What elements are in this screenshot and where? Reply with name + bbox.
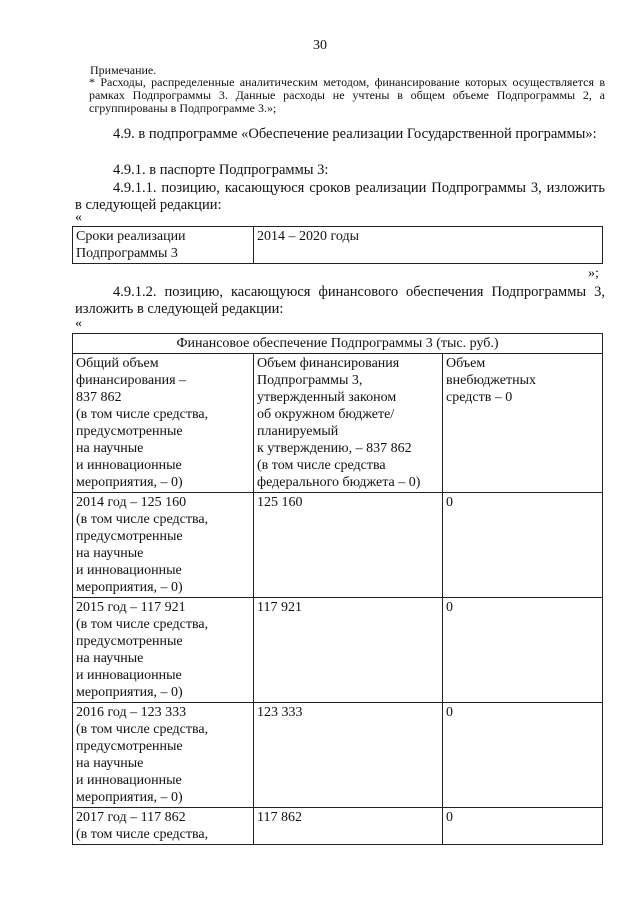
year-total-cell: 2014 год – 125 160 (в том числе средства, предусмотренные на научные и инновационные мероприятия, – 0) [73,493,254,598]
extrabudget-value-cell: 0 [443,703,603,808]
table-title-row [73,334,603,354]
extrabudget-value-cell: 0 [443,598,603,703]
budget-value-cell: 123 333 [254,703,443,808]
note-heading: Примечание. [90,63,157,77]
open-quote-2: « [75,316,82,331]
note-text [75,76,605,115]
year-total-cell: 2016 год – 123 333 (в том числе средства, предусмотренные на научные и инновационные мероприятия, – 0) [73,703,254,808]
paragraph-4-9-1-1: 4.9.1.1. позицию, касающуюся сроков реализации Подпрограммы 3, изложить в следующей редакции: [75,180,605,213]
paragraph-4-9: 4.9. в подпрограмме «Обеспечение реализации Государственной программы»: [113,126,597,142]
year-total-cell: 2015 год – 117 921 (в том числе средства, предусмотренные на научные и инновационные мероприятия, – 0) [73,598,254,703]
open-quote: « [75,210,82,225]
table-row [73,598,603,703]
table-header-row [73,354,603,493]
paragraph-4-9-1-2: 4.9.1.2. позицию, касающуюся финансового обеспечения Подпрограммы 3, изложить в следующей редакции: [75,284,605,317]
page-number: 30 [313,38,327,53]
budget-value-cell: 117 921 [254,598,443,703]
close-quote: »; [588,266,599,281]
table-row [73,808,603,845]
term-value-cell: 2014 – 2020 годы [254,227,603,264]
budget-value-cell: 125 160 [254,493,443,598]
finance-table [72,333,603,845]
header-budget-cell: Объем финансирования Подпрограммы 3, утвержденный законом об окружном бюджете/ планируемый к утверждению, – 837 862 (в том числе средства федерального бюджета – 0) [254,354,443,493]
extrabudget-value-cell: 0 [443,808,603,845]
table-row [73,493,603,598]
header-extrabudget-cell: Объем внебюджетных средств – 0 [443,354,603,493]
header-total-cell: Общий объем финансирования – 837 862 (в том числе средства, предусмотренные на научные и инновационные мероприятия, – 0) [73,354,254,493]
finance-table-title: Финансовое обеспечение Подпрограммы 3 (тыс. руб.) [73,334,603,354]
table-row [73,227,603,264]
paragraph-4-9-1: 4.9.1. в паспорте Подпрограммы 3: [113,162,329,178]
budget-value-cell: 117 862 [254,808,443,845]
note-paragraph: * Расходы, распределенные аналитическим методом, финансирование которых осуществляется в рамках Подпрограммы 3. Данные расходы не учтены в общем объеме Подпрограммы 2, а сгруппированы в Подпрограмме 3.»; [89,75,605,115]
term-label-cell: Сроки реализации Подпрограммы 3 [73,227,254,264]
table-row [73,703,603,808]
year-total-cell: 2017 год – 117 862 (в том числе средства, [73,808,254,845]
term-table [72,226,603,264]
extrabudget-value-cell: 0 [443,493,603,598]
